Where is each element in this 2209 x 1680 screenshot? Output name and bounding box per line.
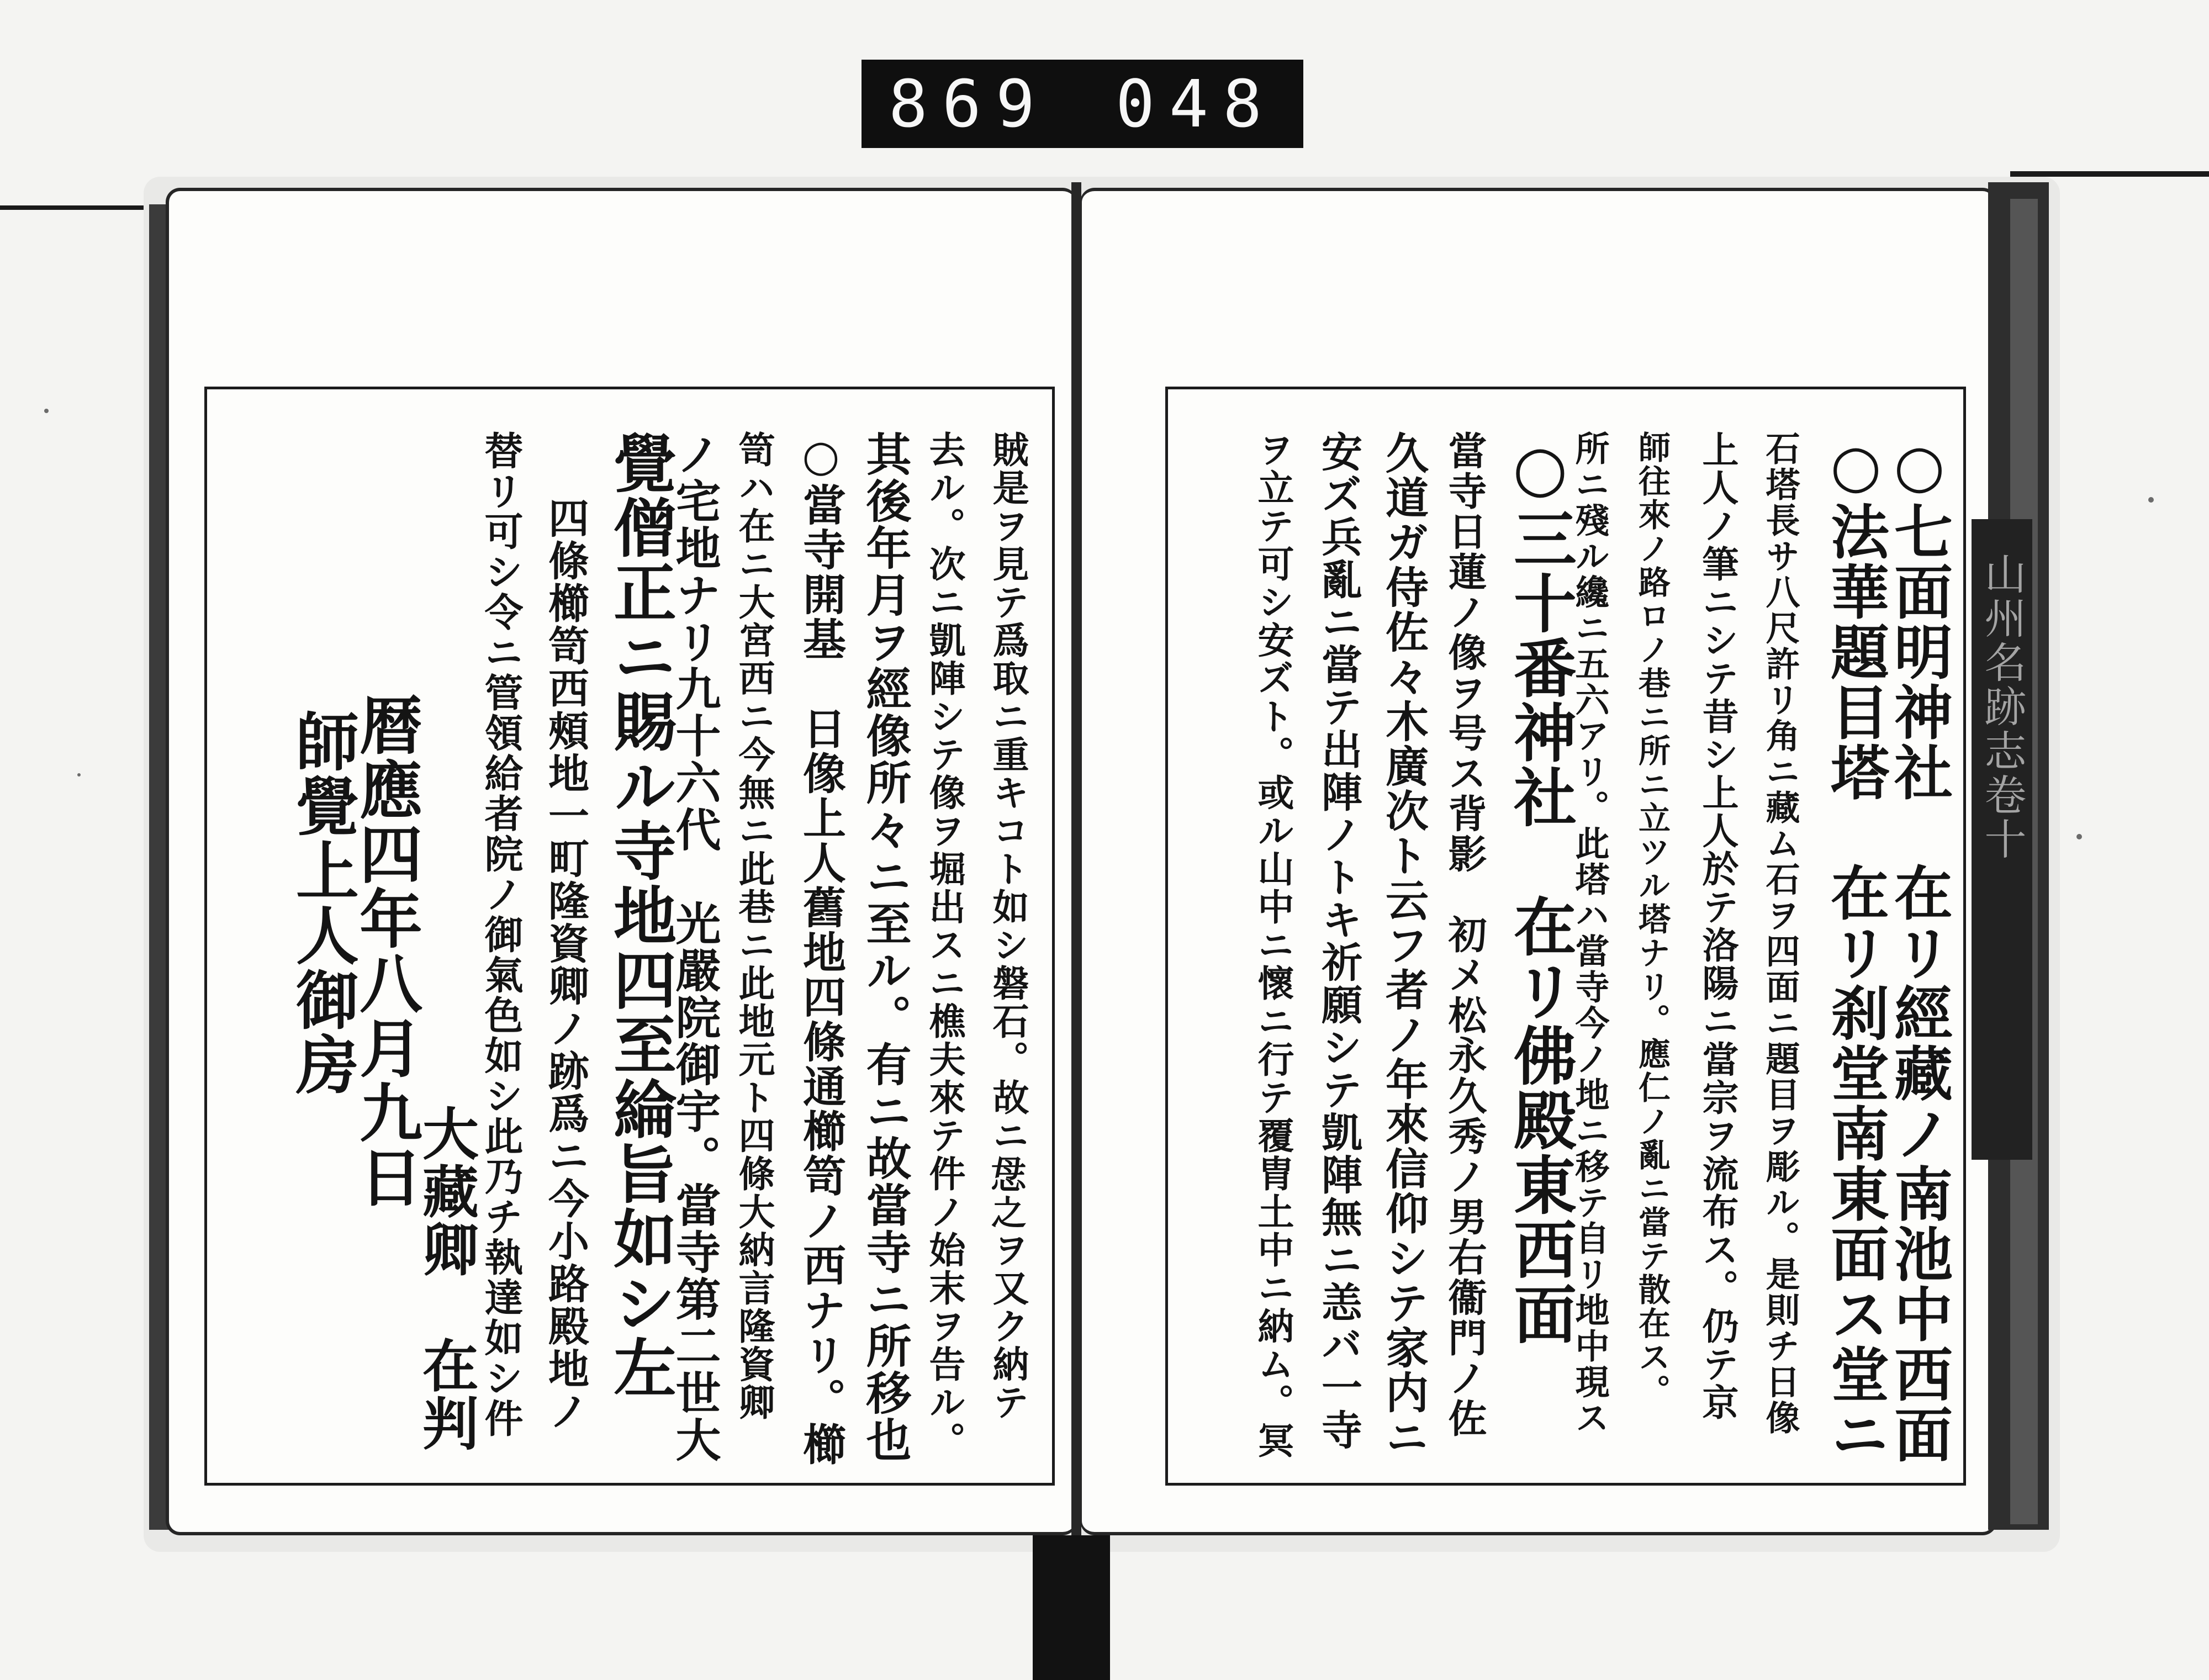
gutter-shadow bbox=[1033, 1535, 1110, 1680]
page-gutter bbox=[1071, 182, 1081, 1546]
right-page-column-11: ヲ立テ可シ安ズト。或ル山中ニ懷ニ行テ覆胄土中ニ納ム。冥 bbox=[1251, 431, 1294, 1460]
right-page-column-2: ○法華題目塔 在リ刹堂南東面ス堂ニ bbox=[1821, 431, 1890, 1465]
dust-speck bbox=[44, 409, 49, 413]
right-page-column-5: 師往來ノ路ロノ巷ニ所ニ立ツル塔ナリ。應仁ノ亂ニ當テ散在ス。 bbox=[1633, 431, 1671, 1408]
reel-number: 869 bbox=[888, 66, 1049, 142]
left-page-column-6: ノ宅地ナリ九十六代 光嚴院御宇。當寺第二世大 bbox=[668, 431, 721, 1464]
microfilm-frame-label bbox=[862, 60, 1303, 148]
left-page-column-4: ○當寺開基 日像上人舊地四條通櫛笥ノ西ナリ。櫛 bbox=[796, 431, 846, 1467]
left-page-column-3: 其後年月ヲ經像所々ニ至ル。有ニ故當寺ニ所移也 bbox=[859, 431, 912, 1464]
right-page-column-6: 所ニ殘ル纔ニ五六アリ。此塔ハ當寺今ノ地ニ移テ自リ地中現ス bbox=[1569, 431, 1610, 1436]
right-page-column-3: 石塔長サ八尺許リ角ニ藏ム石ヲ四面ニ題目ヲ彫ル。是則チ日像 bbox=[1760, 431, 1800, 1436]
right-page-column-1: ○七面明神社 在リ經藏ノ南池中西面 bbox=[1885, 431, 1954, 1465]
right-spine-title: 山州名跡志卷十 bbox=[1978, 552, 2027, 862]
left-page-column-5: 笥ハ在ニ大宮西ニ今無ニ此巷ニ此地元ト四條大納言隆資卿 bbox=[732, 431, 775, 1422]
right-page-column-4: 上人ノ筆ニシテ昔シ上人於テ洛陽ニ當宗ヲ流布ス。仍テ京 bbox=[1696, 431, 1739, 1422]
left-page-column-12: 師覺上人御房 bbox=[286, 580, 360, 1097]
left-page-column-7: 覺僧正ニ賜ル寺地四至綸旨如シ左 bbox=[603, 431, 677, 1400]
left-page-column-2: 去ル。次ニ凱陣シテ像ヲ堀出スニ樵夫來テ件ノ始末ヲ告ル。 bbox=[923, 431, 966, 1460]
right-page-column-9: 久道ガ侍佐々木廣次ト云フ者ノ年來信仰シテ家内ニ bbox=[1378, 431, 1429, 1460]
dust-speck bbox=[2076, 834, 2082, 839]
right-page-column-8: 當寺日蓮ノ像ヲ号ス背影 初メ松永久秀ノ男右衞門ノ佐 bbox=[1442, 431, 1488, 1439]
frame-number: 048 bbox=[1116, 66, 1277, 142]
right-page-column-10: 安ズ兵亂ニ當テ出陣ノトキ祈願シテ凱陣無ニ恙バ一寺 bbox=[1315, 431, 1362, 1451]
left-page-column-8: 四條櫛笥西頰地一町隆資卿ノ跡爲ニ今小路殿地ノ bbox=[542, 497, 589, 1433]
dust-speck bbox=[77, 773, 81, 776]
dust-speck bbox=[2148, 497, 2154, 503]
guide-line-right bbox=[2010, 171, 2209, 177]
left-page-column-1: 賊是ヲ見テ爲取ニ重キコト如シ磐石。故ニ𢘓之ヲ又ク納テ bbox=[986, 431, 1029, 1422]
left-page-column-9: 替リ可シ令ニ管領給者院ノ御氣色如シ此乃チ執達如シ件 bbox=[478, 431, 524, 1439]
left-page-column-11: 暦應四年八月九日 bbox=[349, 563, 423, 1209]
left-page-column-10: 大藏卿 在判 bbox=[413, 989, 479, 1452]
right-page-column-7: ○三十番神社 在リ佛殿東西面 bbox=[1503, 431, 1577, 1346]
